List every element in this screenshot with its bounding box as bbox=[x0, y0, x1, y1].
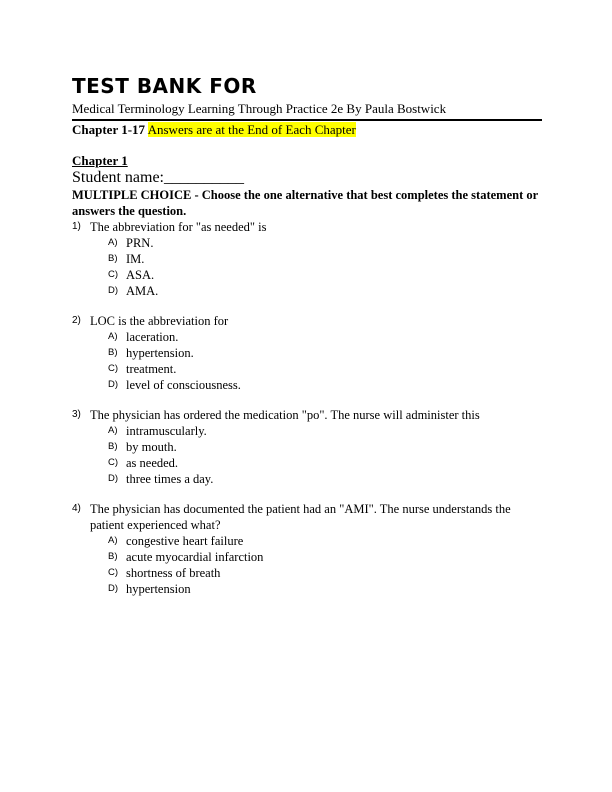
question-item bbox=[72, 313, 542, 393]
option-letter: B) bbox=[108, 253, 118, 264]
question-item bbox=[72, 501, 542, 597]
student-name-field: Student name:__________ bbox=[72, 169, 244, 186]
question-item bbox=[72, 219, 542, 299]
answer-option bbox=[72, 439, 542, 455]
option-text: PRN. bbox=[126, 236, 154, 250]
answer-option bbox=[72, 377, 542, 393]
chapter-range: Chapter 1-17 bbox=[72, 122, 146, 137]
option-text: shortness of breath bbox=[126, 566, 221, 580]
answer-option bbox=[72, 235, 542, 251]
answer-option bbox=[72, 455, 542, 471]
option-letter: A) bbox=[108, 331, 118, 342]
answer-option bbox=[72, 565, 542, 581]
answer-options bbox=[72, 533, 542, 597]
option-text: as needed. bbox=[126, 456, 179, 470]
option-text: acute myocardial infarction bbox=[126, 550, 264, 564]
answer-options bbox=[72, 329, 542, 393]
answer-option bbox=[72, 549, 542, 565]
question-text: LOC is the abbreviation for bbox=[90, 314, 229, 328]
option-letter: A) bbox=[108, 237, 118, 248]
option-letter: B) bbox=[108, 551, 118, 562]
question-list bbox=[72, 219, 542, 611]
question-text: The physician has ordered the medication "po". The nurse will administer this bbox=[90, 408, 480, 422]
question-number: 1) bbox=[72, 221, 81, 232]
option-text: congestive heart failure bbox=[126, 534, 244, 548]
option-text: intramuscularly. bbox=[126, 424, 207, 438]
answer-options bbox=[72, 423, 542, 487]
question-text: The abbreviation for "as needed" is bbox=[90, 220, 267, 234]
option-letter: B) bbox=[108, 347, 118, 358]
option-letter: B) bbox=[108, 441, 118, 452]
option-letter: C) bbox=[108, 457, 119, 468]
option-letter: C) bbox=[108, 269, 119, 280]
option-text: three times a day. bbox=[126, 472, 214, 486]
option-text: laceration. bbox=[126, 330, 179, 344]
document-title: TEST BANK FOR bbox=[72, 74, 257, 98]
option-text: AMA. bbox=[126, 284, 159, 298]
answer-option bbox=[72, 267, 542, 283]
option-text: hypertension. bbox=[126, 346, 194, 360]
title-divider bbox=[72, 119, 542, 121]
option-text: IM. bbox=[126, 252, 145, 266]
answer-option bbox=[72, 471, 542, 487]
chapter-heading: Chapter 1 bbox=[72, 153, 128, 168]
option-text: by mouth. bbox=[126, 440, 177, 454]
answer-option bbox=[72, 283, 542, 299]
answer-option bbox=[72, 533, 542, 549]
question-text: The physician has documented the patient had an "AMI". The nurse understands the patient experienced what? bbox=[90, 502, 511, 532]
answer-option bbox=[72, 251, 542, 267]
question-number: 3) bbox=[72, 409, 81, 420]
option-letter: A) bbox=[108, 535, 118, 546]
option-letter: D) bbox=[108, 473, 119, 484]
option-letter: D) bbox=[108, 379, 119, 390]
option-text: hypertension bbox=[126, 582, 191, 596]
answer-options bbox=[72, 235, 542, 299]
chapter-range-line bbox=[72, 122, 356, 138]
instructions: MULTIPLE CHOICE - Choose the one alternative that best completes the statement or answers the question. bbox=[72, 188, 538, 218]
document-subtitle: Medical Terminology Learning Through Practice 2e By Paula Bostwick bbox=[72, 101, 447, 116]
question-stem bbox=[72, 407, 542, 423]
option-letter: D) bbox=[108, 583, 119, 594]
answers-note: Answers are at the End of Each Chapter bbox=[147, 122, 356, 137]
question-number: 4) bbox=[72, 503, 81, 514]
option-letter: C) bbox=[108, 363, 119, 374]
option-letter: C) bbox=[108, 567, 119, 578]
option-text: ASA. bbox=[126, 268, 155, 282]
answer-option bbox=[72, 423, 542, 439]
question-stem bbox=[72, 501, 542, 533]
answer-option bbox=[72, 581, 542, 597]
answer-option bbox=[72, 345, 542, 361]
question-number: 2) bbox=[72, 315, 81, 326]
answer-option bbox=[72, 329, 542, 345]
option-text: treatment. bbox=[126, 362, 177, 376]
question-stem bbox=[72, 313, 542, 329]
option-text: level of consciousness. bbox=[126, 378, 241, 392]
question-stem bbox=[72, 219, 542, 235]
question-item bbox=[72, 407, 542, 487]
answer-option bbox=[72, 361, 542, 377]
option-letter: D) bbox=[108, 285, 119, 296]
option-letter: A) bbox=[108, 425, 118, 436]
